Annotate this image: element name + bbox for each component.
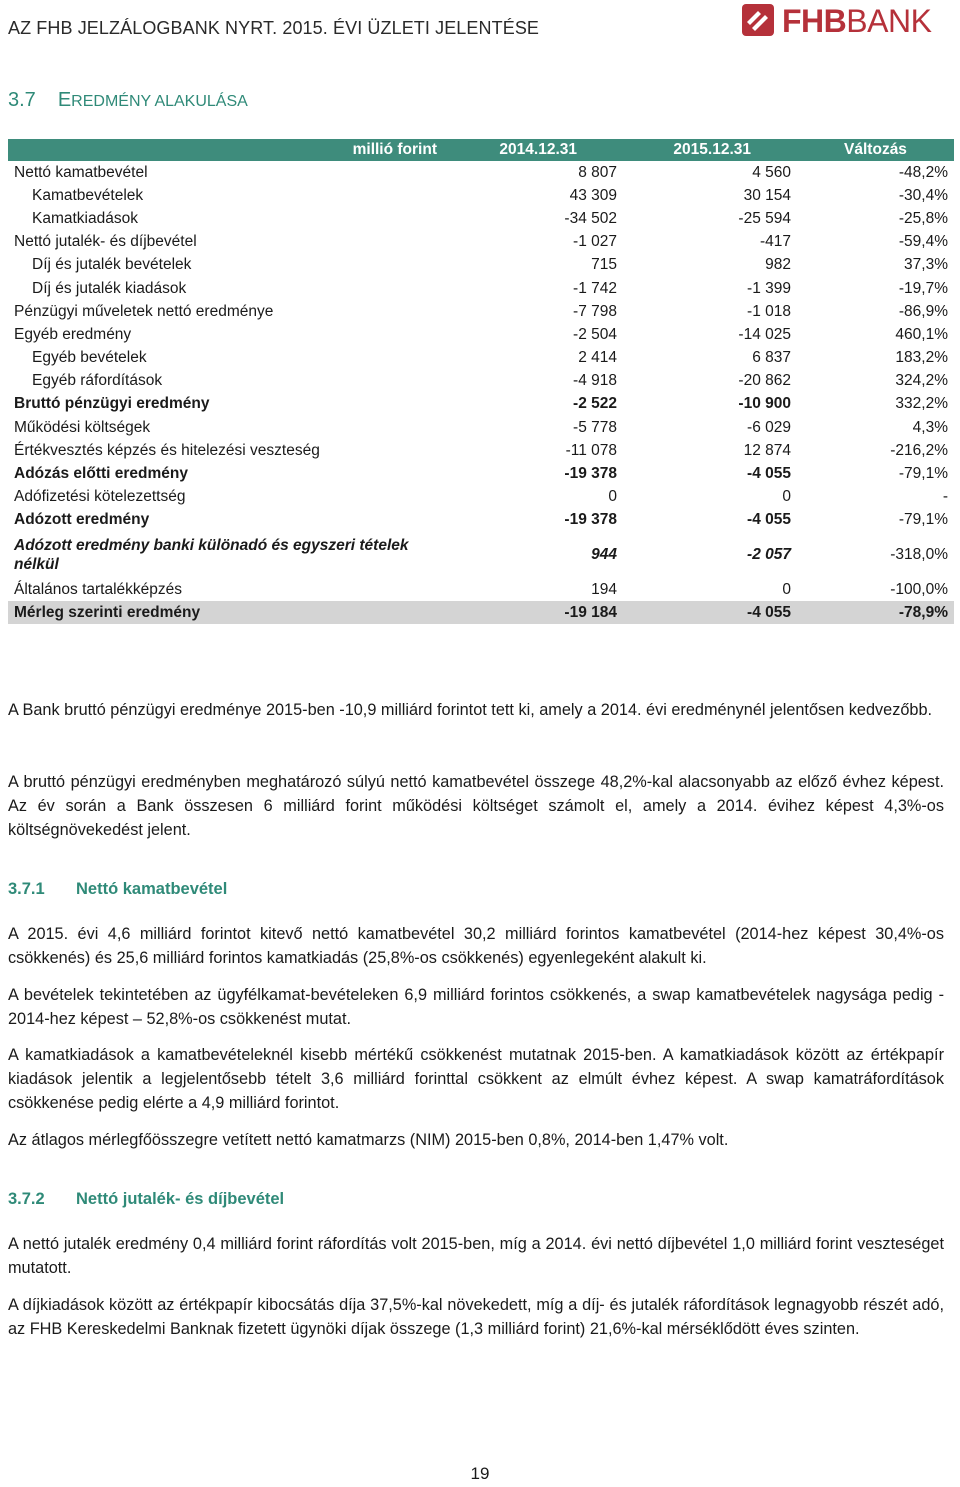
value-change: - — [942, 488, 948, 506]
value-2015: 982 — [765, 256, 791, 274]
logo-text-thin: BANK — [846, 3, 932, 39]
table-header-row — [8, 139, 954, 161]
value-2014: -2 504 — [573, 325, 617, 343]
paragraph-interest-income-summary: A bruttó pénzügyi eredményben meghatározó súlyú nettó kamatbevétel összege 48,2%-kal alacsonyabb az előző évhez képest. Az év során a Bank összesen 6 milliárd forint működési költséget számolt el, amely a 2014. évihez képest 4,3%-os költségnövekedést jelent. — [8, 773, 944, 839]
value-change: 460,1% — [895, 325, 948, 343]
value-2015: 12 874 — [743, 441, 791, 459]
value-2014: 944 — [591, 546, 617, 563]
report-header-title: AZ FHB JELZÁLOGBANK NYRT. 2015. ÉVI ÜZLETI JELENTÉSE — [8, 18, 540, 38]
value-change: -100,0% — [890, 580, 948, 598]
paragraph-net-fee: A nettó jutalék eredmény 0,4 milliárd forint ráfordítás volt 2015-ben, míg a 2014. évi nettó díjbevétel 1,0 milliárd forint veszteséget mutatott. — [8, 1235, 944, 1277]
logo-text-bold: FHB — [782, 3, 847, 39]
logo-text — [782, 3, 931, 40]
value-change: -318,0% — [890, 546, 948, 563]
value-change: -79,1% — [898, 511, 948, 529]
table-row — [8, 184, 954, 207]
table-row — [8, 231, 954, 254]
value-2014: 194 — [591, 580, 617, 598]
table-row — [8, 416, 954, 439]
row-label: Egyéb bevételek — [32, 349, 147, 367]
table-row — [8, 347, 954, 370]
value-2014: -34 502 — [564, 209, 617, 227]
row-label: Bruttó pénzügyi eredmény — [14, 395, 210, 413]
page-number: 19 — [470, 1464, 490, 1483]
row-label: Nettó jutalék- és díjbevétel — [14, 233, 197, 251]
table-row — [8, 207, 954, 230]
subsection-heading-net-fee — [8, 1190, 284, 1209]
table-row — [8, 161, 954, 184]
row-label: Egyéb ráfordítások — [32, 372, 163, 390]
paragraph-income-breakdown: A bevételek tekintetében az ügyfélkamat-bevételeken 6,9 milliárd forintos csökkenés, a swap kamatbevételek nagysága pedig - 2014-hez képest – 52,8%-os csökkenést mutat. — [8, 986, 944, 1028]
row-label: Díj és jutalék kiadások — [32, 279, 187, 297]
column-header-change: Változás — [797, 139, 954, 161]
row-label: Nettó kamatbevétel — [14, 163, 148, 181]
section-title-rest: REDMÉNY ALAKULÁSA — [71, 93, 248, 110]
table-row — [8, 323, 954, 346]
fhb-bank-logo — [740, 2, 950, 38]
value-2015: -10 900 — [738, 395, 791, 413]
subsection-heading-net-interest — [8, 880, 227, 899]
row-label: Működési költségek — [14, 418, 151, 436]
value-2015: 0 — [782, 488, 791, 506]
value-change: -79,1% — [898, 465, 948, 483]
value-2014: 8 807 — [578, 163, 617, 181]
value-2015: 0 — [782, 580, 791, 598]
value-2015: -6 029 — [747, 418, 791, 436]
table-row — [8, 393, 954, 416]
value-2015: -25 594 — [738, 209, 791, 227]
column-header-2015: 2015.12.31 — [623, 139, 797, 161]
section-title-initial: E — [57, 89, 72, 111]
value-2015: -1 399 — [747, 279, 791, 297]
paragraph-gross-result: A Bank bruttó pénzügyi eredménye 2015-ben -10,9 milliárd forintot tett ki, amely a 2014. évi eredménynél jelentősen kedvezőbb. — [8, 701, 933, 719]
column-header-unit: millió forint — [8, 139, 451, 161]
table-row — [8, 439, 954, 462]
paragraph-fee-expenses: A díjkiadások között az értékpapír kibocsátás díja 37,5%-kal növekedett, míg a díj- és jutalék ráfordítások legnagyobb részét adó, az FHB Kereskedelmi Banknak fizetett ügynöki díjak összege (1,3 milliárd forint) 21,6%-kal mérséklődött éves szinten. — [8, 1296, 944, 1338]
table-row — [8, 532, 954, 578]
results-table — [8, 139, 954, 624]
value-2014: -1 742 — [573, 279, 617, 297]
row-label: Díj és jutalék bevételek — [32, 256, 192, 274]
value-2014: -19 378 — [564, 465, 617, 483]
table-row — [8, 277, 954, 300]
paragraph-nim: Az átlagos mérlegfőösszegre vetített nettó kamatmarzs (NIM) 2015-ben 0,8%, 2014-ben 1,47% volt. — [8, 1131, 729, 1149]
value-2015: 6 837 — [752, 349, 791, 367]
table-row — [8, 300, 954, 323]
value-2015: -417 — [759, 233, 791, 251]
value-2014: -2 522 — [573, 395, 617, 413]
subsection-title: Nettó jutalék- és díjbevétel — [76, 1190, 285, 1208]
row-label: Értékvesztés képzés és hitelezési veszteség — [14, 441, 320, 459]
table-row — [8, 509, 954, 532]
row-label: Adózott eredmény banki különadó és egyszeri tételek nélkül — [14, 537, 409, 573]
value-2014: 43 309 — [569, 186, 617, 204]
value-2014: -1 027 — [573, 233, 617, 251]
section-title — [8, 89, 248, 112]
value-2014: -5 778 — [573, 418, 617, 436]
value-2015: -20 862 — [738, 372, 791, 390]
value-2015: 30 154 — [743, 186, 791, 204]
value-2015: -2 057 — [747, 546, 791, 563]
row-label: Általános tartalékképzés — [14, 580, 183, 598]
value-change: -86,9% — [898, 302, 948, 320]
value-2014: -19 378 — [564, 511, 617, 529]
value-2015: -1 018 — [747, 302, 791, 320]
subsection-number: 3.7.2 — [8, 1190, 45, 1208]
row-label: Pénzügyi műveletek nettó eredménye — [14, 302, 274, 320]
row-label: Adófizetési kötelezettség — [14, 488, 186, 506]
value-2014: 2 414 — [578, 349, 617, 367]
value-change: -216,2% — [890, 441, 948, 459]
value-2014: -19 184 — [451, 601, 623, 624]
table-row — [8, 578, 954, 601]
section-number: 3.7 — [8, 89, 36, 111]
row-label: Adózás előtti eredmény — [14, 465, 188, 483]
value-change: -48,2% — [898, 163, 948, 181]
row-label: Adózott eredmény — [14, 511, 150, 529]
table-total-row — [8, 601, 954, 624]
value-change: 183,2% — [895, 349, 948, 367]
row-label: Egyéb eredmény — [14, 325, 132, 343]
value-change: -78,9% — [797, 601, 954, 624]
value-2015: -14 025 — [738, 325, 791, 343]
value-2014: 0 — [608, 488, 617, 506]
value-change: -30,4% — [898, 186, 948, 204]
table-row — [8, 462, 954, 485]
table-row — [8, 370, 954, 393]
value-2015: 4 560 — [752, 163, 791, 181]
value-change: 332,2% — [895, 395, 948, 413]
paragraph-net-interest: A 2015. évi 4,6 milliárd forintot kitevő nettó kamatbevétel 30,2 milliárd forintos kamatbevétel (2014-hez képest 30,4%-os csökkenés) és 25,6 milliárd forintos kamatkiadás (25,8%-os csökkenés) egyenlegeként alakult ki. — [8, 925, 944, 967]
value-change: -19,7% — [898, 279, 948, 297]
value-2015: -4 055 — [747, 511, 791, 529]
column-header-2014: 2014.12.31 — [451, 139, 623, 161]
value-2014: 715 — [591, 256, 617, 274]
row-label: Kamatkiadások — [32, 209, 138, 227]
value-2014: -4 918 — [573, 372, 617, 390]
value-change: -59,4% — [898, 233, 948, 251]
row-label: Kamatbevételek — [32, 186, 144, 204]
value-2015: -4 055 — [747, 465, 791, 483]
subsection-title: Nettó kamatbevétel — [76, 880, 228, 898]
paragraph-interest-expenses: A kamatkiadások a kamatbevételeknél kisebb mértékű csökkenést mutatnak 2015-ben. A kamatkiadások között az értékpapír kiadások jelentik a legjelentősebb tételt 3,6 milliárd forinttal csökkent az elmúlt évhez képest. A swap kamatráfordítások csökkenése pedig elérte a 4,9 milliárd forintot. — [8, 1046, 944, 1112]
subsection-number: 3.7.1 — [8, 880, 45, 898]
value-change: -25,8% — [898, 209, 948, 227]
fhb-logo-icon — [740, 2, 776, 38]
table-row — [8, 254, 954, 277]
row-label: Mérleg szerinti eredmény — [8, 601, 451, 624]
value-change: 37,3% — [904, 256, 948, 274]
value-2015: -4 055 — [623, 601, 797, 624]
value-change: 324,2% — [895, 372, 948, 390]
value-change: 4,3% — [912, 418, 948, 436]
table-row — [8, 486, 954, 509]
value-2014: -11 078 — [565, 441, 617, 459]
value-2014: -7 798 — [573, 302, 617, 320]
